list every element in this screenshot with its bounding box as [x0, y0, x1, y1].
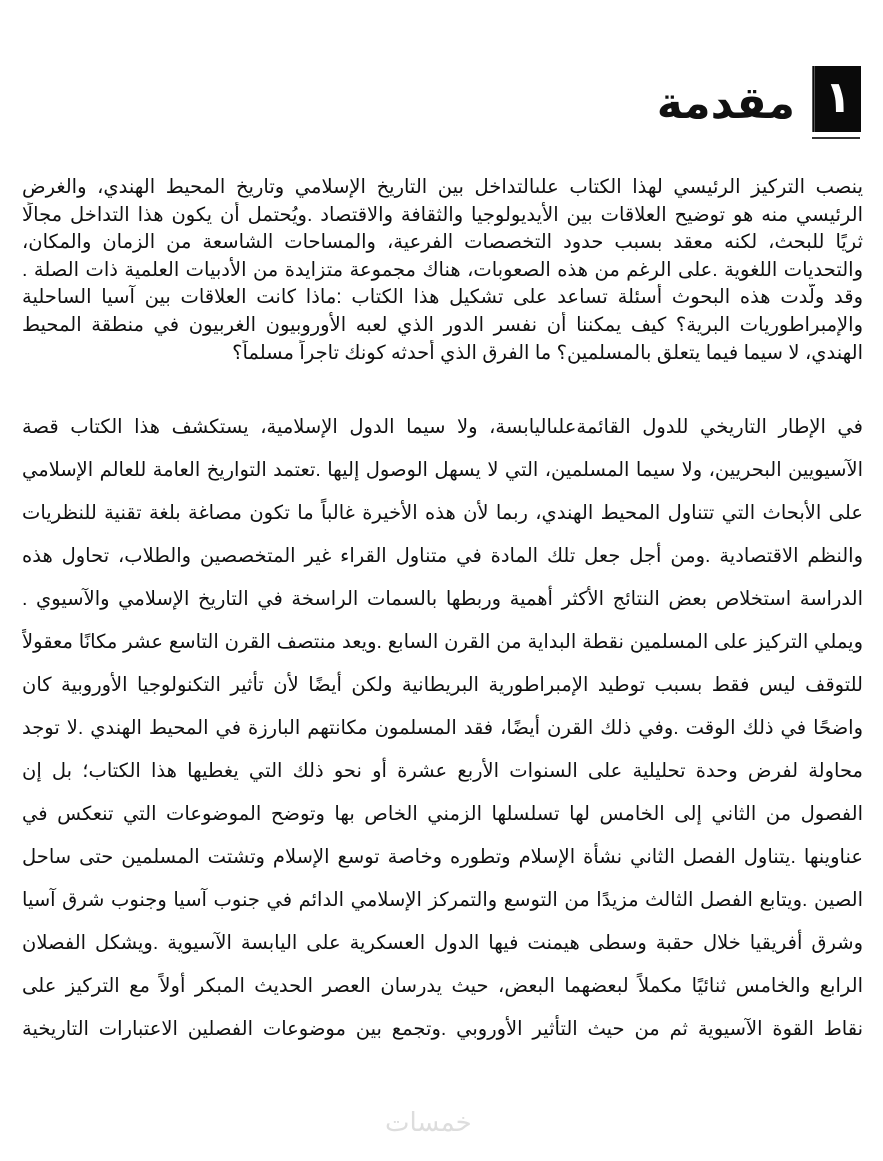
- text-line: للتوقف ليس فقط بسبب توطيد الإمبراطورية البريطانية ولكن أيضًا لأن تأثير التكنولوجيا الأوروبية كان: [22, 674, 863, 696]
- text-line: واضحًا في ذلك الوقت .وفي ذلك القرن أيضًا، فقد المسلمون مكانتهم البارزة في المحيط الهندي .لا توجد: [22, 717, 863, 739]
- text-line: الآسيويين البحريين، ولا سيما المسلمين، التي لا يسهل الوصول إليها .تعتمد التواريخ العامة للعالم الإسلامي: [22, 459, 863, 481]
- watermark-logo: خمسات: [385, 1108, 472, 1138]
- text-line: وقد ولّدت هذه البحوث أسئلة تساعد على تشكيل هذا الكتاب :ماذا كانت العلاقات بين آسيا الساحلية: [22, 286, 863, 309]
- chapter-number-box: [812, 66, 861, 132]
- paragraph-2: [22, 406, 863, 1051]
- text-line: والإمبراطوريات البرية؟ كيف يمكننا أن نفسر الدور الذي لعبه الأوروبيون الغربيون في منطقة المحيط: [22, 313, 863, 336]
- text-line: ينصب التركيز الرئيسي لهذا الكتاب علىالتداخل بين التاريخ الإسلامي وتاريخ المحيط الهندي، والغرض: [22, 176, 863, 198]
- text-line: الرئيسي منه هو توضيح العلاقات بين الأيديولوجيا والثقافة والاقتصاد .ويُحتمل أن يكون هذا التداخل مجالًا: [22, 203, 863, 226]
- text-line: الهندي، لا سيما فيما يتعلق بالمسلمين؟ ما الفرق الذي أحدثه كونك تاجراً مسلماً؟: [232, 341, 863, 364]
- text-line: ثريًا للبحث، لكنه معقد بسبب حدود التخصصات الفرعية، والمساحات الشاسعة من الزمان والمكان،: [22, 231, 863, 254]
- text-line: محاولة لفرض وحدة تحليلية على السنوات الأربع عشرة أو نحو ذلك التي يغطيها هذا الكتاب؛ بل إن: [22, 760, 863, 782]
- text-line: والنظم الاقتصادية .ومن أجل جعل تلك المادة في متناول القراء غير المتخصصين والطلاب، تحاول هذه: [22, 545, 863, 567]
- text-line: الصين .ويتابع الفصل الثالث مزيدًا من التوسع والتمركز الإسلامي الدائم في جنوب آسيا وجنوب شرق آسيا: [22, 889, 863, 911]
- text-line: ويملي التركيز على المسلمين نقطة البداية من القرن السابع .ويعد منتصف القرن التاسع عشر مكانًا معقولاً: [22, 631, 863, 653]
- chapter-title: مقدمة: [656, 78, 795, 129]
- chapter-number: ١: [824, 72, 852, 123]
- text-line: في الإطار التاريخي للدول القائمةعلىاليابسة، ولا سيما الدول الإسلامية، يستكشف هذا الكتاب قصة: [22, 416, 863, 438]
- chapter-rule-divider: [812, 137, 860, 139]
- paragraph-1: [22, 174, 863, 367]
- text-line: الدراسة استخلاص بعض النتائج الأكثر أهمية وربطها بالسمات الراسخة في التاريخ الإسلامي والآسيوي .: [22, 588, 863, 610]
- text-line: عناوينها .يتناول الفصل الثاني نشأة الإسلام وتطوره وخاصة توسع الإسلام وتشتت المسلمين حتى ساحل: [22, 846, 863, 868]
- text-line: على الأبحاث التي تتناول المحيط الهندي، ربما لأن هذه الأخيرة غالباً ما تكون مصاغة بلغة تقنية للنظريات: [22, 502, 863, 524]
- text-line: الفصول من الثاني إلى الخامس لها تسلسلها الزمني الخاص بها وتوضح الموضوعات التي تنعكس في: [22, 803, 863, 825]
- text-line: وشرق أفريقيا خلال حقبة وسطى هيمنت فيها الدول العسكرية على اليابسة الآسيوية .ويشكل الفصلان: [22, 932, 863, 954]
- text-line: نقاط القوة الآسيوية ثم من حيث التأثير الأوروبي .وتجمع بين موضوعات الفصلين الاعتبارات التاريخية: [22, 1018, 863, 1040]
- text-line: الرابع والخامس ثنائيًا مكملاً لبعضهما البعض، حيث يدرسان العصر الحديث المبكر أولاً مع التركيز على: [22, 975, 863, 997]
- text-line: والتحديات اللغوية .على الرغم من هذه الصعوبات، هناك مجموعة متزايدة من الأدبيات العلمية ذات الصلة .: [22, 258, 863, 281]
